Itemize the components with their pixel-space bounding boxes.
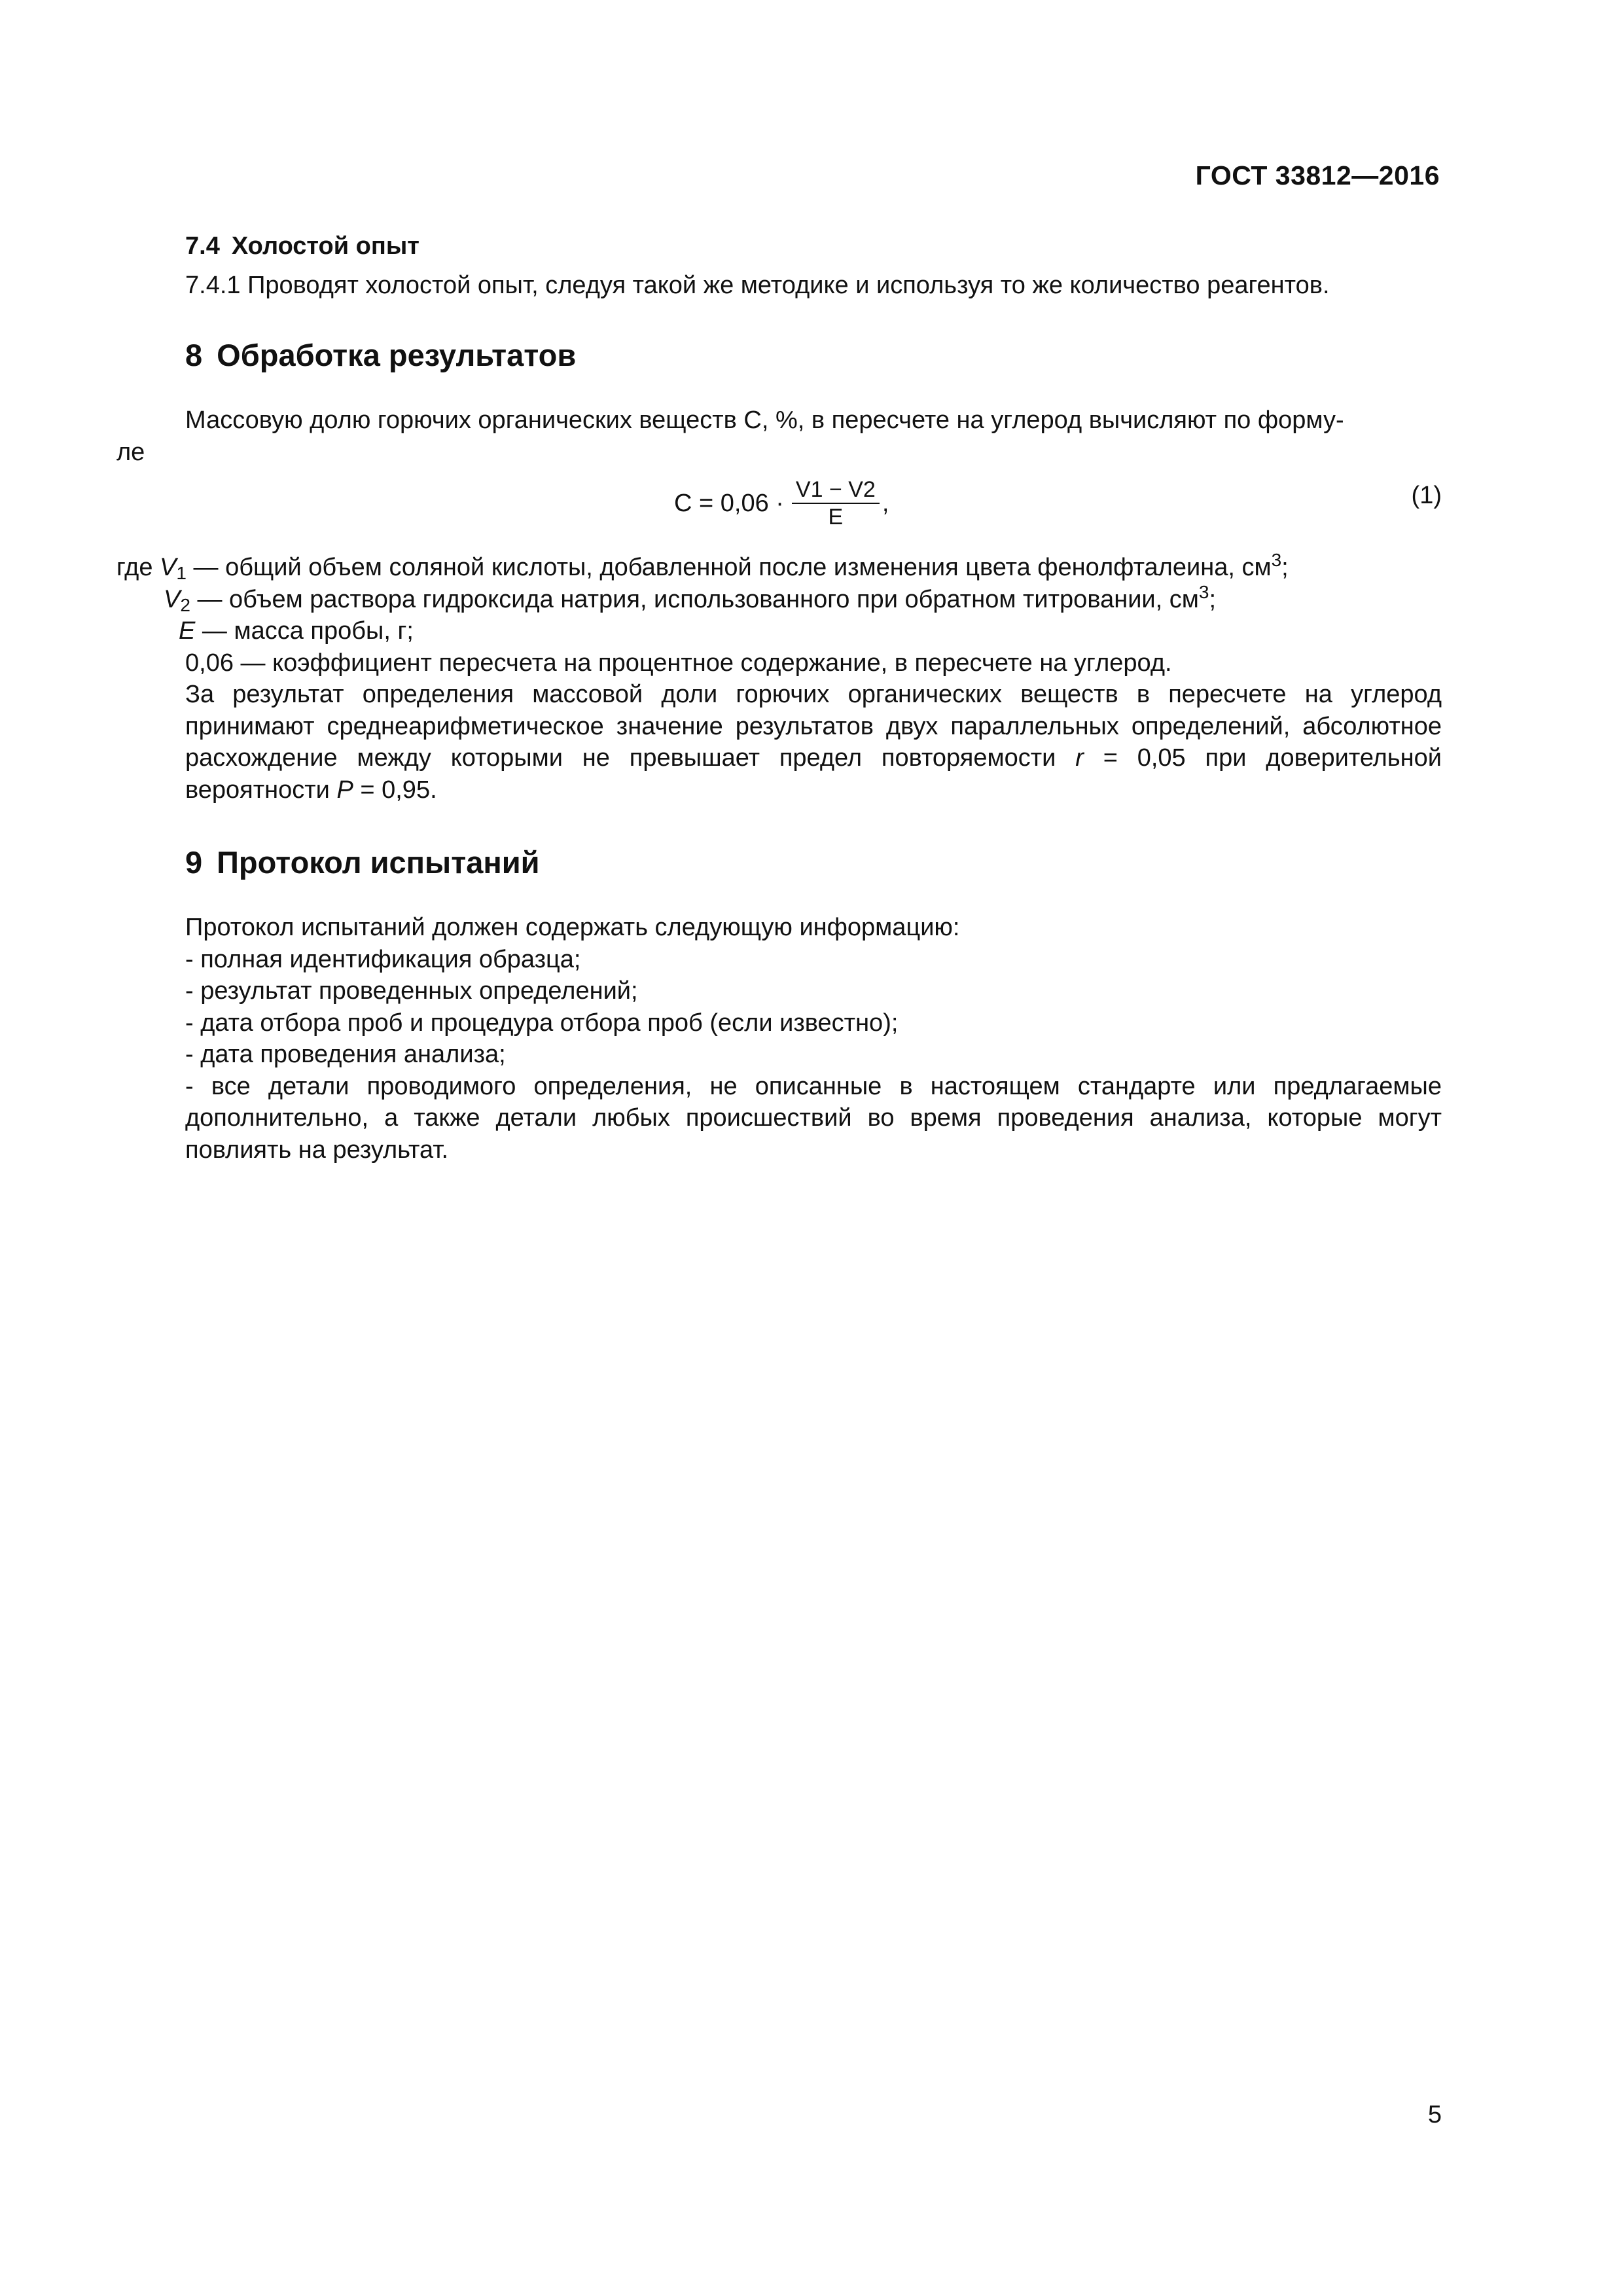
legend-v2: $V_2$ — объем раствора гидроксида натрия, использованного при обратном титровании, $см^3$;	[164, 581, 1217, 615]
section-number: 8	[185, 338, 203, 372]
list-item: - результат проведенных определений;	[185, 977, 638, 1005]
formula-fraction	[792, 478, 880, 529]
section-title: Протокол испытаний	[217, 845, 540, 880]
section-title: Обработка результатов	[217, 338, 577, 372]
formula-lhs: C = 0,06 ·	[674, 489, 784, 517]
section-8-intro	[116, 404, 1442, 468]
section-heading-8	[185, 337, 576, 373]
legend-e: E — масса пробы, г;	[179, 617, 414, 645]
list-item: - дата проведения анализа;	[185, 1041, 506, 1068]
intro-line: Массовую долю горючих органических веществ C, %, в пересчете на углерод вычисляют по форму-	[185, 406, 1344, 434]
formula-denominator: E	[828, 505, 844, 529]
section-heading-9	[185, 844, 540, 880]
list-item: - дата отбора проб и процедура отбора проб (если известно);	[185, 1009, 899, 1037]
formula-1	[674, 478, 889, 529]
paragraph-7-4-1: 7.4.1 Проводят холостой опыт, следуя такой же методике и используя то же количество реагентов.	[185, 272, 1330, 299]
legend-v1: где $V_1$ — общий объем соляной кислоты, добавленной после изменения цвета фенолфталеина, $см^3$;	[116, 550, 1289, 583]
result-paragraph: За результат определения массовой доли горючих органических веществ в пересчете на углерод принимают среднеарифметическое значение результатов двух параллельных определений, абсолютное расхождение между которыми не превышает предел повторяемости r = 0,05 при доверительной вероятности P = 0,95.	[185, 681, 1442, 804]
page-number: 5	[1427, 2101, 1442, 2128]
subsection-number: 7.4	[185, 232, 220, 260]
list-item: - все детали проводимого определения, не описанные в настоящем стандарте или предлагаемые дополнительно, а также детали любых происшествий во время проведения анализа, которые могут повлиять на результат.	[185, 1072, 1442, 1164]
formula-numerator: V1 − V2	[792, 478, 880, 504]
protocol-list	[116, 912, 1442, 1166]
legend-coefficient: 0,06 — коэффициент пересчета на процентное содержание, в пересчете на углерод.	[185, 649, 1172, 677]
intro-line-continuation: ле	[116, 438, 145, 466]
formula-tail: ,	[882, 489, 889, 517]
list-item: - полная идентификация образца;	[185, 945, 581, 973]
equation-number: (1)	[1411, 482, 1442, 509]
section-number: 9	[185, 845, 203, 880]
subsection-heading-7-4	[185, 232, 419, 260]
formula-legend	[116, 552, 1442, 806]
protocol-intro: Протокол испытаний должен содержать следующую информацию:	[185, 914, 960, 941]
document-code: ГОСТ 33812—2016	[1195, 160, 1440, 190]
subsection-title: Холостой опыт	[231, 232, 419, 260]
